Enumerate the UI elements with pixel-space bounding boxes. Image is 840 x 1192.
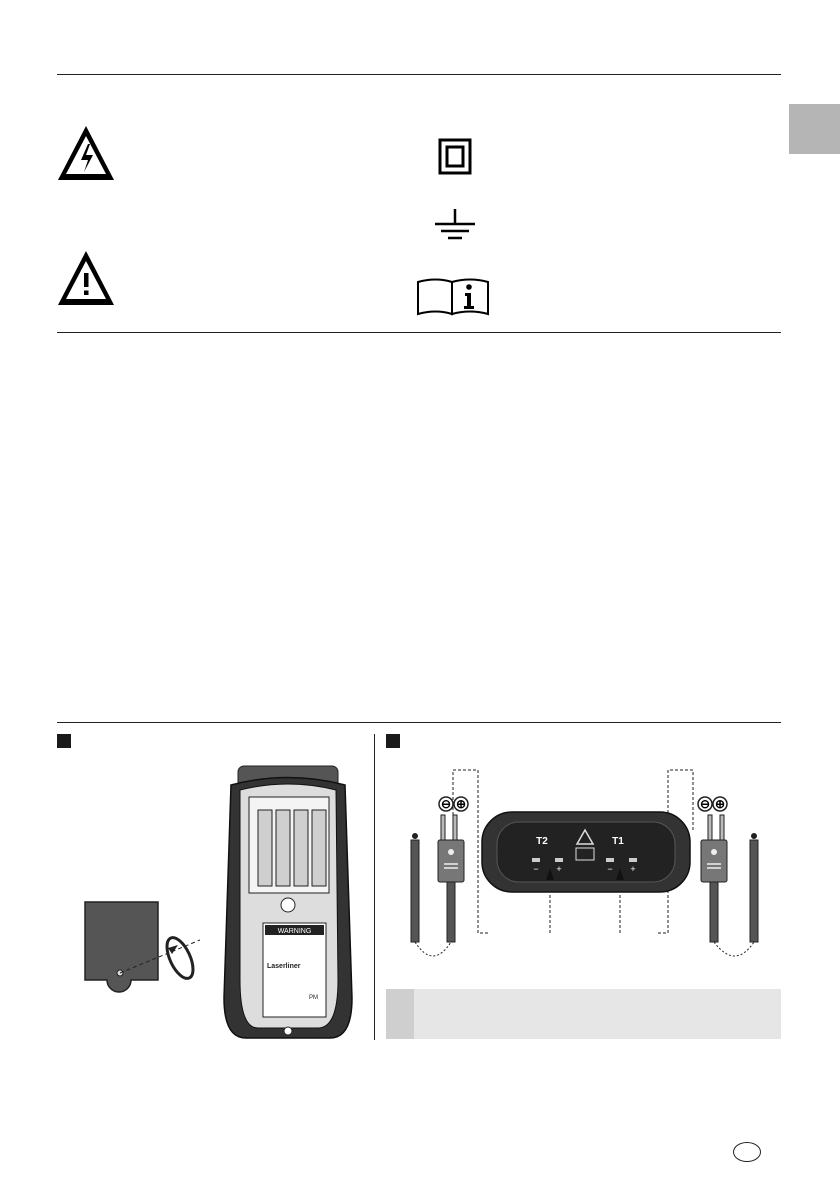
device-back <box>224 766 352 1038</box>
probe-right-minus: ⊖ <box>699 797 711 811</box>
warning-triangle-icon <box>58 251 114 305</box>
note-number-cell <box>386 989 414 1039</box>
battery-figure <box>0 740 374 1050</box>
socket-sign-2: + <box>556 864 562 874</box>
note-box <box>386 989 781 1039</box>
ground-icon <box>435 209 475 238</box>
symbols-bottom-rule <box>57 332 781 333</box>
connection-figure <box>375 740 781 980</box>
probe-right-plus: ⊕ <box>714 797 726 811</box>
socket-sign-4: + <box>630 864 636 874</box>
label-model: PM <box>309 995 318 1001</box>
electrical-hazard-icon <box>58 126 114 180</box>
meter-top <box>482 812 690 892</box>
protection-class-ii-icon <box>440 140 470 173</box>
label-brand: Laserliner <box>267 963 301 970</box>
probe-left-minus: ⊖ <box>440 797 452 811</box>
probe-left-plus: ⊕ <box>455 797 467 811</box>
read-manual-icon <box>418 280 488 315</box>
screw-rotation-icon <box>162 934 199 982</box>
thermocouple-plug-left <box>438 815 464 942</box>
language-code-badge <box>733 1142 761 1162</box>
symbols-table <box>0 0 840 340</box>
thermocouple-plug-right <box>701 815 727 942</box>
socket-sign-3: − <box>607 864 613 874</box>
socket-sign-1: − <box>533 864 539 874</box>
socket-label-t1: T1 <box>612 836 624 847</box>
label-warning: WARNING <box>277 928 312 935</box>
figures-top-rule <box>57 722 781 723</box>
socket-label-t2: T2 <box>536 836 548 847</box>
